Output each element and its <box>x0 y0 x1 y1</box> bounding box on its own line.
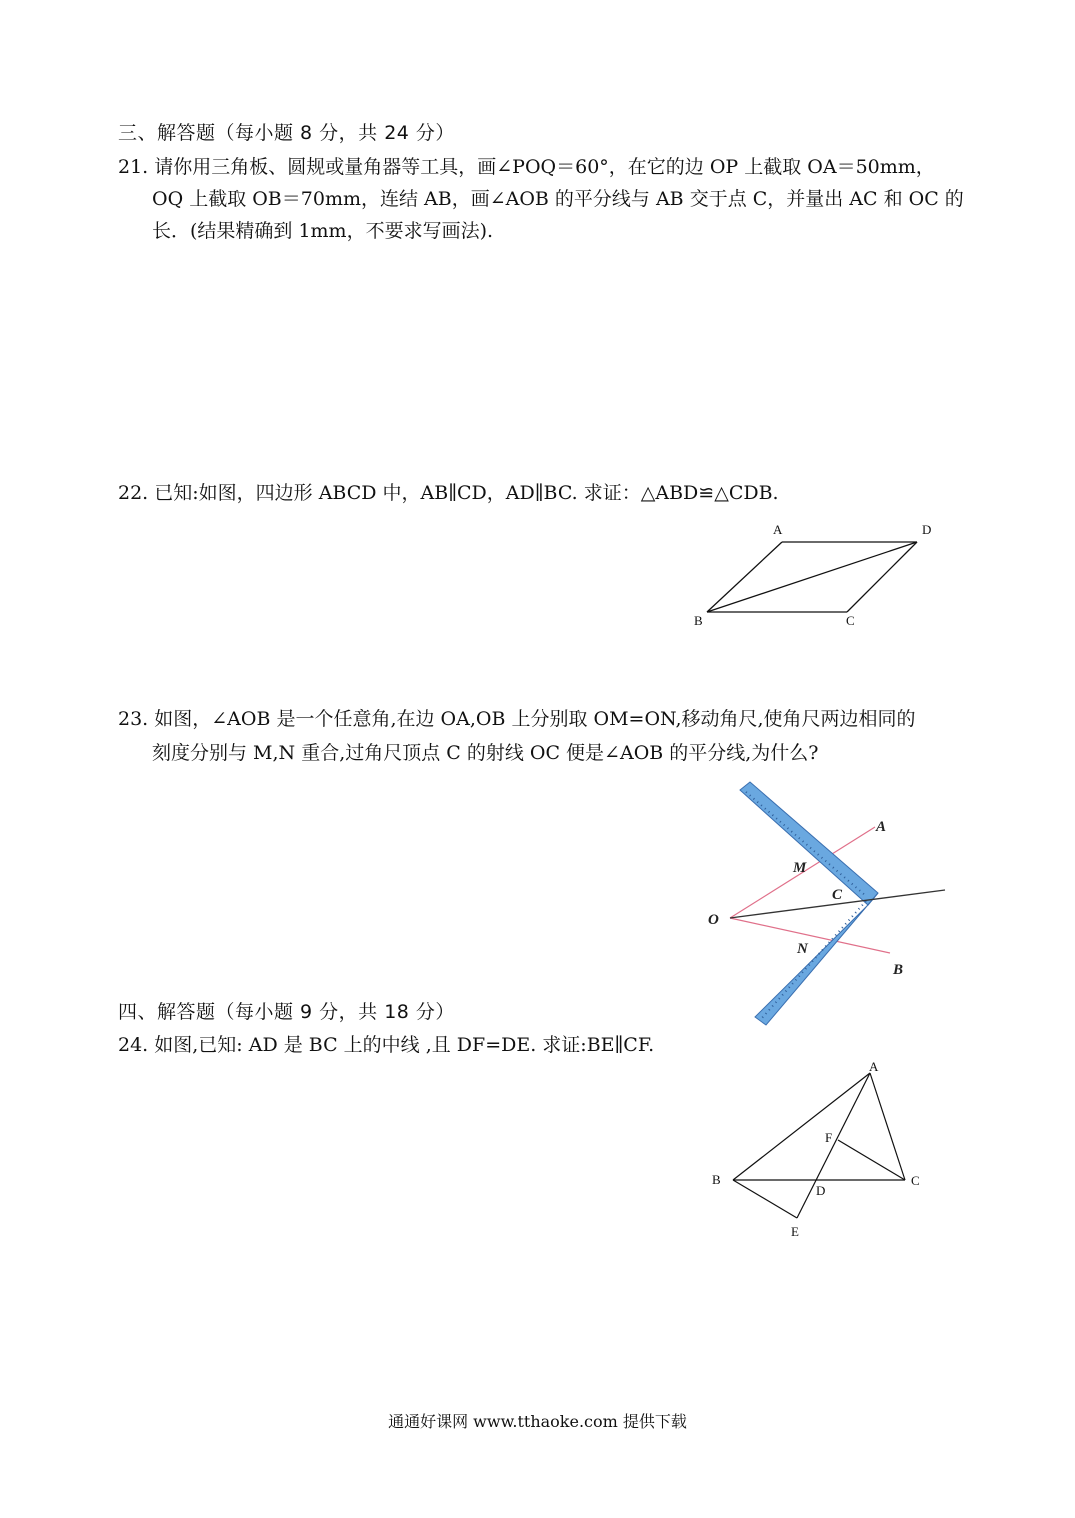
label-a: A <box>876 819 887 835</box>
label-d: D <box>816 1183 826 1198</box>
section-heading: 三、解答题（每小题 8 分，共 24 分） <box>118 122 455 144</box>
q23-line1: 23. 如图，∠AOB 是一个任意角,在边 OA,OB 上分别取 OM=ON,移动角尺,使角尺两边相同的 <box>118 708 916 730</box>
q22-text: 22. 已知:如图，四边形 ABCD 中，AB∥CD，AD∥BC. 求证：△ABD≌△CDB. <box>118 482 779 504</box>
line-ae <box>797 1073 870 1218</box>
segment-cf <box>838 1140 905 1180</box>
q24-text: 24. 如图,已知: AD 是 BC 上的中线 ,且 DF=DE. 求证:BE∥CF. <box>118 1034 655 1056</box>
label-e: E <box>791 1224 799 1239</box>
label-c: C <box>846 613 855 628</box>
diagonal-bd <box>707 542 917 612</box>
q21-line2: OQ 上截取 OB＝70mm，连结 AB，画∠AOB 的平分线与 AB 交于点 C，并量出 AC 和 OC 的 <box>152 188 964 210</box>
label-d: D <box>922 522 932 537</box>
edge-dc <box>847 542 917 612</box>
label-b: B <box>893 962 904 978</box>
label-a: A <box>773 522 783 537</box>
label-b: B <box>712 1172 721 1187</box>
edge-ab <box>733 1073 870 1180</box>
q21-line1: 21. 请你用三角板、圆规或量角器等工具，画∠POQ＝60°，在它的边 OP 上截取 OA＝50mm， <box>118 156 935 178</box>
q23-angle-ruler-figure <box>700 775 960 1040</box>
label-m: M <box>793 860 807 876</box>
label-n: N <box>797 941 808 957</box>
segment-be <box>733 1180 797 1218</box>
ray-ob <box>730 918 890 953</box>
q22-parallelogram-figure <box>680 512 950 637</box>
edge-ac <box>870 1073 905 1180</box>
edge-ab <box>707 542 782 612</box>
q24-triangle-figure <box>705 1060 935 1245</box>
q23-line2: 刻度分别与 M,N 重合,过角尺顶点 C 的射线 OC 便是∠AOB 的平分线,为什么? <box>152 742 819 764</box>
label-c: C <box>911 1173 920 1188</box>
label-c: C <box>832 887 843 903</box>
label-b: B <box>694 613 703 628</box>
label-o: O <box>708 912 719 928</box>
label-f: F <box>825 1130 833 1145</box>
q21-line3: 长．(结果精确到 1mm，不要求写画法). <box>152 220 494 242</box>
angle-ruler <box>740 782 878 1025</box>
footer-source: 通通好课网 www.tthaoke.com 提供下载 <box>388 1412 687 1431</box>
section-heading: 四、解答题（每小题 9 分，共 18 分） <box>118 1001 455 1023</box>
label-a: A <box>869 1059 879 1074</box>
